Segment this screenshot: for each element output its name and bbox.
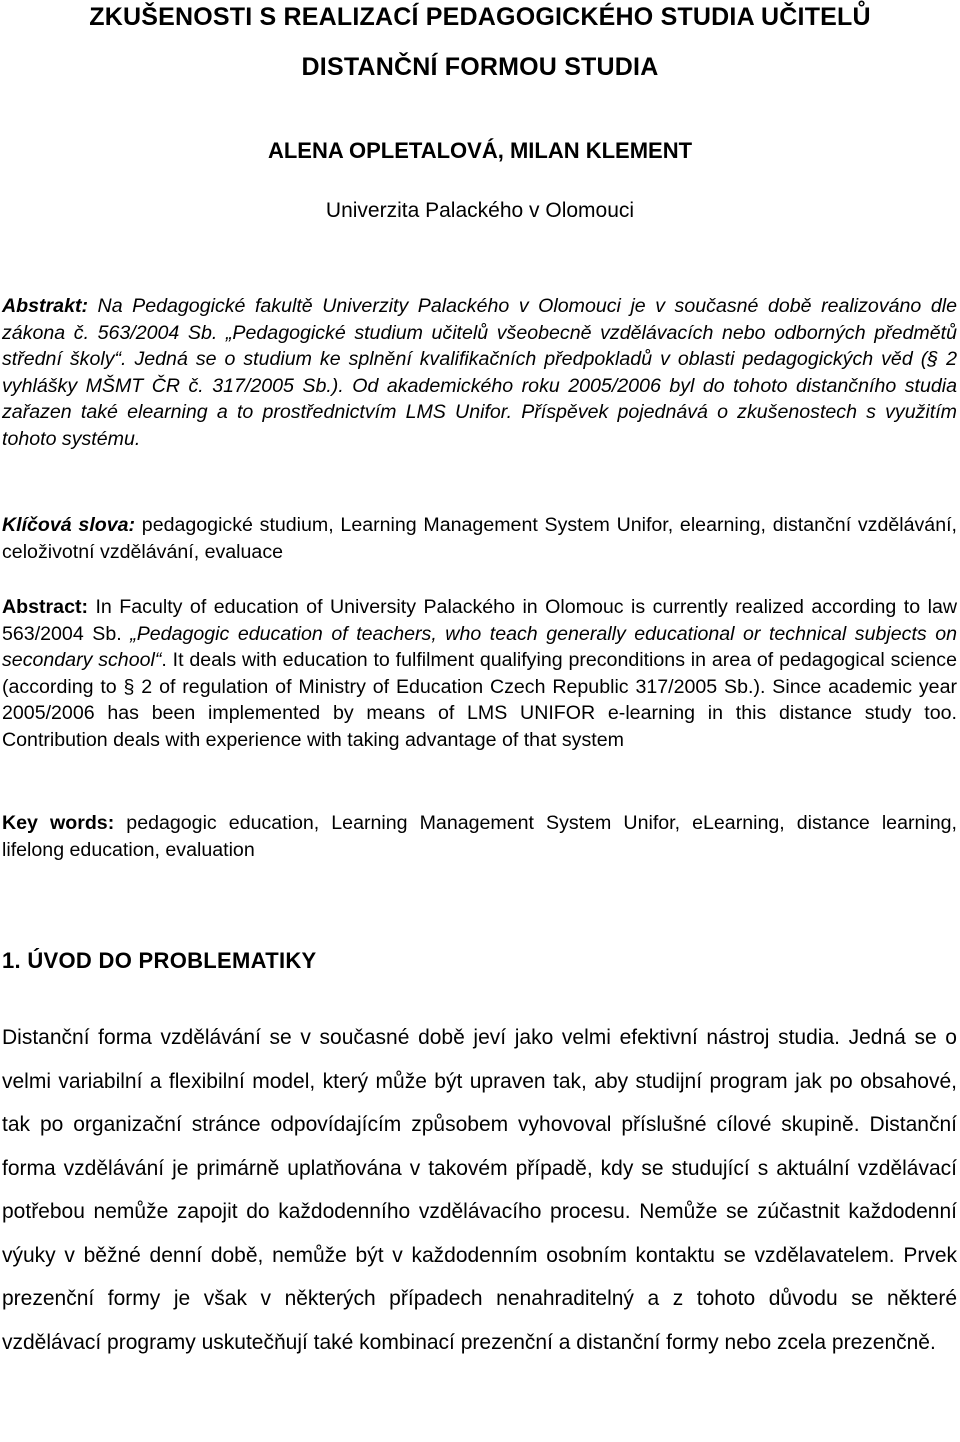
keywords-cz-label: Klíčová slova: — [2, 514, 136, 536]
abstract-cz-text-2: . Jedná se o studium ke splnění kvalifikačních předpokladů v oblasti pedagogických věd (§ 2 vyhlášky MŠMT ČR č. 317/2005 Sb.). Od akademického roku 2005/2006 byl do tohoto distančního studia zařazen také elearning a to prostřednictvím LMS Unifor. Příspěvek pojednává o zkušenostech s využitím tohoto systému. — [2, 348, 957, 450]
abstract-cz — [2, 293, 957, 453]
abstract-en-text-1: In Faculty of education of University Palackého in Olomouc is currently realized according to law 563/2004 Sb. — [2, 596, 957, 645]
paper-title-line2: DISTANČNÍ FORMOU STUDIA — [301, 53, 659, 81]
abstract-cz-label: Abstrakt: — [2, 295, 89, 317]
keywords-en-label: Key words: — [2, 812, 115, 834]
abstract-cz-italic: „Pedagogické studium učitelů všeobecně vzdělávacích nebo odborných předmětů střední školy“ — [2, 321, 957, 371]
paper-affiliation: Univerzita Palackého v Olomouci — [325, 199, 635, 222]
section-heading: 1. ÚVOD DO PROBLEMATIKY — [2, 948, 317, 973]
keywords-cz-text: pedagogické studium, Learning Management System Unifor, elearning, distanční vzdělávání, celoživotní vzdělávání, evaluace — [2, 514, 957, 563]
abstract-en-italic: „Pedagogic education of teachers, who teach generally educational or technical subjects on secondary school“ — [2, 622, 957, 672]
keywords-cz — [2, 512, 957, 565]
abstract-cz-text-1: Na Pedagogické fakultě Univerzity Palackého v Olomouci je v současné době realizováno dle zákona č. 563/2004 Sb. — [2, 295, 957, 344]
abstract-en — [2, 594, 957, 754]
paper-authors: ALENA OPLETALOVÁ, MILAN KLEMENT — [267, 138, 693, 163]
abstract-en-label: Abstract: — [2, 596, 89, 618]
paper-title-line1: ZKUŠENOSTI S REALIZACÍ PEDAGOGICKÉHO STUDIA UČITELŮ — [89, 3, 871, 31]
abstract-en-text-2: . It deals with education to fulfilment qualifying preconditions in area of pedagogical science (according to § 2 of regulation of Ministry of Education Czech Republic 317/2005 Sb.). Since academic year 2005/2006 has been implemented by means of LMS UNIFOR e-learning in this distance study too. Contribution deals with experience with taking advantage of that system — [2, 649, 957, 751]
keywords-en — [2, 810, 957, 863]
section-paragraph: Distanční forma vzdělávání se v současné době jeví jako velmi efektivní nástroj studia. Jedná se o velmi variabilní a flexibilní model, který může být upraven tak, aby studijní program jak po obsahové, tak po organizační stránce odpovídajícím způsobem vyhovoval příslušné cílové skupině. Distanční forma vzdělávání je primárně uplatňována v takovém případě, kdy se studující s aktuální vzdělávací potřebou nemůže zapojit do každodenního vzdělávacího procesu. Nemůže se zúčastnit každodenní výuky v běžné denní době, nemůže být v každodenním osobním kontaktu se vzdělavatelem. Prvek prezenční formy je však v některých případech nenahraditelný a z tohoto důvodu se některé vzdělávací programy uskutečňují také kombinací prezenční a distanční formy nebo zcela prezenčně. — [2, 1026, 957, 1354]
keywords-en-text: pedagogic education, Learning Management System Unifor, eLearning, distance learning, lifelong education, evaluation — [2, 812, 957, 861]
